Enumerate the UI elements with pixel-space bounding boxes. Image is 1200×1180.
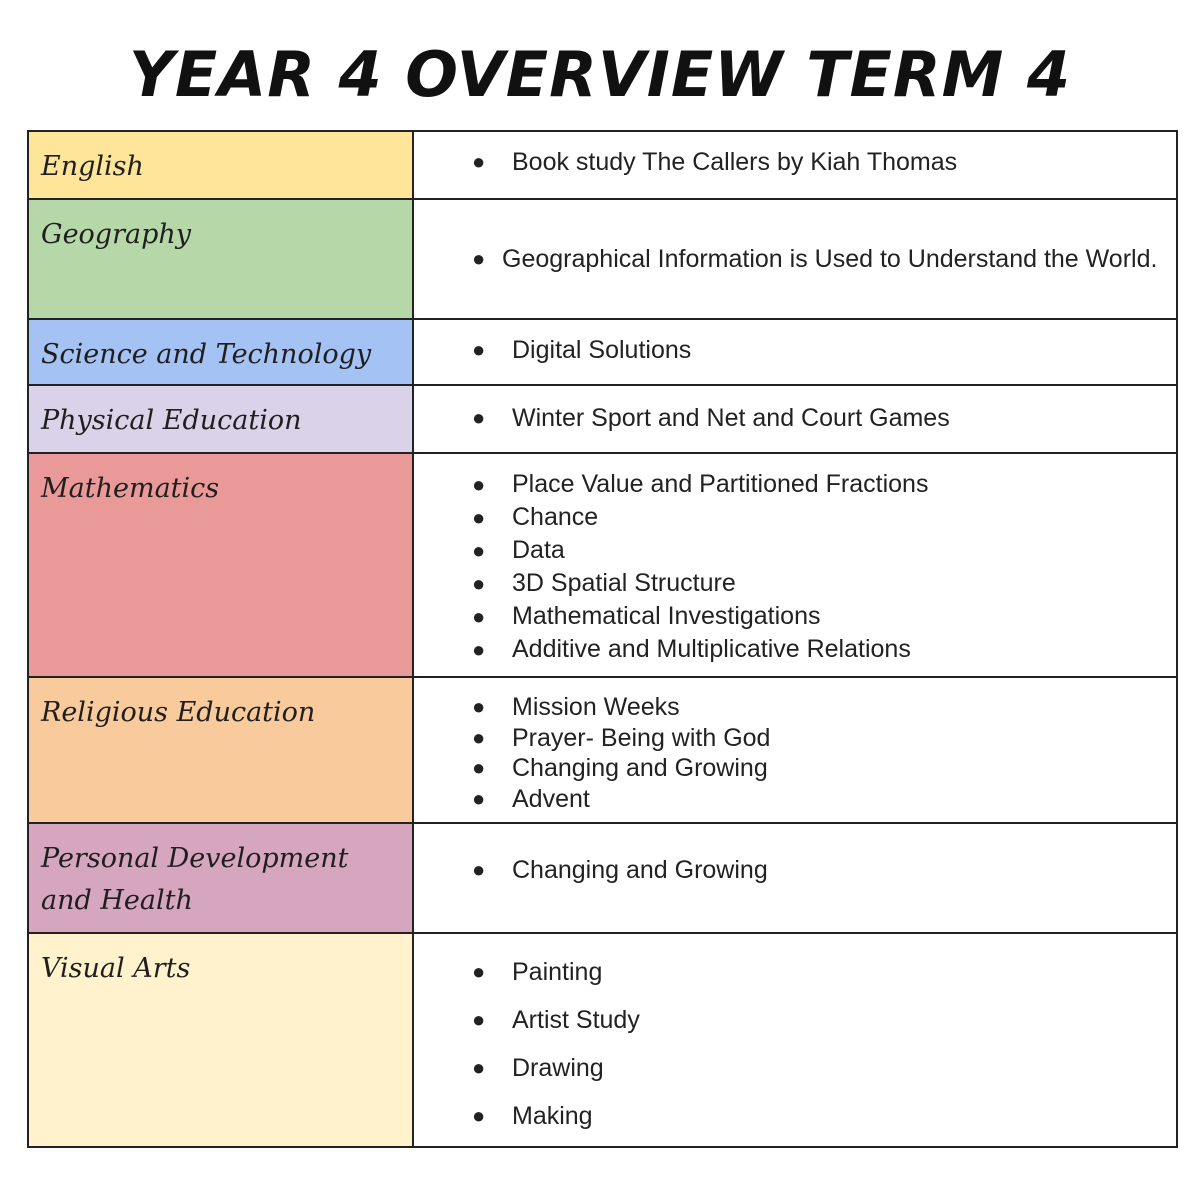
topic-text: Geographical Information is Used to Understand the World.: [502, 245, 1158, 273]
topics-cell-visual-arts: [413, 933, 1177, 1147]
bullet-icon: ●: [472, 637, 486, 662]
subject-name: Personal Development and Health: [41, 843, 349, 916]
topic-item: [414, 854, 1176, 886]
bullet-icon: ●: [472, 337, 486, 362]
bullet-icon: ●: [472, 604, 486, 629]
table-row-visual-arts: [28, 933, 1177, 1147]
topic-item: [414, 146, 1176, 178]
topic-item: [414, 784, 1176, 815]
topic-text: Digital Solutions: [512, 336, 692, 364]
subject-name: Geography: [41, 219, 192, 250]
topic-text: Mathematical Investigations: [512, 602, 821, 630]
topic-item: [414, 633, 1176, 666]
topics-cell-physical-education: [413, 385, 1177, 453]
topic-list: [414, 320, 1176, 366]
topic-list: [414, 824, 1176, 886]
topic-text: Prayer- Being with God: [512, 723, 771, 752]
topic-text: Advent: [512, 784, 590, 813]
topic-text: Mission Weeks: [512, 693, 680, 721]
bullet-icon: ●: [472, 505, 486, 530]
topic-list: [414, 132, 1176, 178]
topic-item: [414, 1092, 1176, 1140]
topic-text: Place Value and Partitioned Fractions: [512, 470, 929, 498]
topic-item: [414, 948, 1176, 996]
subject-cell-physical-education: [28, 385, 413, 453]
topic-list: [414, 678, 1176, 814]
topic-item: [414, 501, 1176, 534]
bullet-icon: ●: [472, 1103, 486, 1128]
topic-text: Data: [512, 536, 565, 564]
bullet-icon: ●: [472, 694, 486, 719]
topics-cell-english: [413, 131, 1177, 199]
page-title: YEAR 4 OVERVIEW TERM 4: [128, 38, 1072, 111]
subject-cell-science-and-technology: [28, 319, 413, 385]
topic-item: [414, 692, 1176, 723]
table-row-english: [28, 131, 1177, 199]
bullet-icon: ●: [472, 472, 486, 497]
topic-list: [414, 454, 1176, 666]
topics-cell-geography: [413, 199, 1177, 319]
topic-text: Painting: [512, 958, 603, 986]
bullet-icon: ●: [472, 246, 486, 271]
topics-cell-personal-development-and-health: [413, 823, 1177, 933]
bullet-icon: ●: [472, 571, 486, 596]
topics-cell-mathematics: [413, 453, 1177, 677]
subject-name: English: [41, 151, 144, 182]
topic-item: [414, 242, 1176, 276]
subject-name: Science and Technology: [41, 339, 372, 370]
topic-text: Winter Sport and Net and Court Games: [512, 404, 950, 432]
topic-text: 3D Spatial Structure: [512, 569, 736, 597]
bullet-icon: ●: [472, 959, 486, 984]
table-row-personal-development-and-health: [28, 823, 1177, 933]
bullet-icon: ●: [472, 405, 486, 430]
table-row-mathematics: [28, 453, 1177, 677]
subject-name: Religious Education: [41, 697, 316, 728]
topic-text: Drawing: [512, 1054, 604, 1082]
topic-text: Chance: [512, 503, 599, 531]
topic-item: [414, 600, 1176, 633]
bullet-icon: ●: [472, 785, 486, 811]
topic-list: [414, 200, 1176, 276]
topic-item: [414, 567, 1176, 600]
subject-name: Physical Education: [41, 405, 302, 436]
overview-table: [27, 130, 1178, 1148]
topic-item: [414, 334, 1176, 366]
subject-cell-visual-arts: [28, 933, 413, 1147]
bullet-icon: ●: [472, 755, 486, 780]
topic-text: Additive and Multiplicative Relations: [512, 635, 911, 663]
topic-item: [414, 753, 1176, 784]
topic-item: [414, 534, 1176, 567]
topic-item: [414, 468, 1176, 501]
topic-list: [414, 386, 1176, 434]
bullet-icon: ●: [472, 538, 486, 563]
bullet-icon: ●: [472, 149, 486, 174]
topic-text: Book study The Callers by Kiah Thomas: [512, 148, 958, 176]
table-row-physical-education: [28, 385, 1177, 453]
topic-item: [414, 723, 1176, 754]
subject-cell-religious-education: [28, 677, 413, 823]
topic-text: Changing and Growing: [512, 856, 768, 884]
table-row-geography: [28, 199, 1177, 319]
topic-text: Changing and Growing: [512, 754, 768, 782]
topic-item: [414, 996, 1176, 1044]
topics-cell-science-and-technology: [413, 319, 1177, 385]
topic-list: [414, 934, 1176, 1140]
table-row-religious-education: [28, 677, 1177, 823]
subject-name: Visual Arts: [41, 953, 191, 984]
bullet-icon: ●: [472, 1007, 486, 1032]
subject-cell-geography: [28, 199, 413, 319]
topic-item: [414, 1044, 1176, 1092]
bullet-icon: ●: [472, 1055, 486, 1080]
topic-text: Making: [512, 1102, 593, 1130]
topics-cell-religious-education: [413, 677, 1177, 823]
subject-cell-english: [28, 131, 413, 199]
subject-cell-personal-development-and-health: [28, 823, 413, 933]
subject-name: Mathematics: [41, 473, 220, 504]
topic-item: [414, 402, 1176, 434]
subject-cell-mathematics: [28, 453, 413, 677]
table-row-science-and-technology: [28, 319, 1177, 385]
bullet-icon: ●: [472, 724, 486, 750]
topic-text: Artist Study: [512, 1006, 640, 1034]
bullet-icon: ●: [472, 857, 486, 882]
